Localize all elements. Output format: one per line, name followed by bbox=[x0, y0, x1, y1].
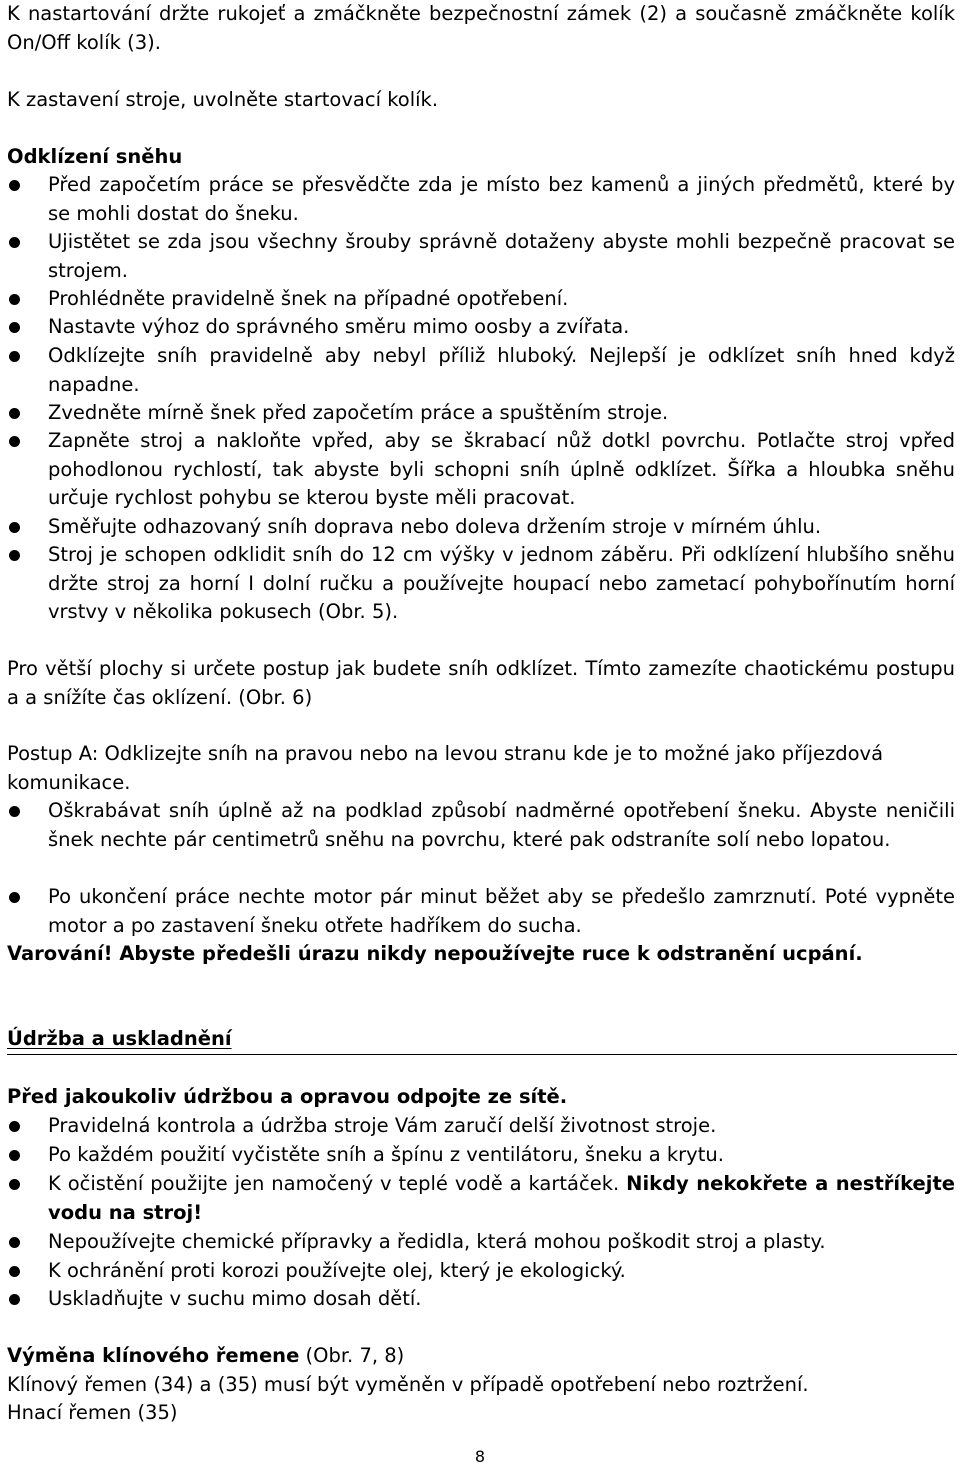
section-divider bbox=[7, 1054, 957, 1055]
bullet-icon bbox=[9, 322, 20, 333]
list-item: Po ukončení práce nechte motor pár minut běžet aby se předešlo zamrznutí. Poté vypněte motor a po zastavení šneku otřete hadříkem do sucha. bbox=[7, 883, 955, 940]
maintenance-subheading: Před jakoukoliv údržbou a opravou odpojte ze sítě. bbox=[7, 1085, 568, 1108]
list-item: Před započetím práce se přesvědčte zda je místo bez kamenů a jiných předmětů, které by se mohli dostat do šneku. bbox=[7, 171, 955, 228]
list-item: Stroj je schopen odklidit sníh do 12 cm výšky v jednom záběru. Při odklízení hlubšího sněhu držte stroj za horní I dolní ručku a používejte houpací nebo zametací pohybořínutím horní vrstvy v několika pokusech (Obr. 5). bbox=[7, 541, 955, 627]
bullet-icon bbox=[9, 294, 20, 305]
belt-line-2: Hnací řemen (35) bbox=[7, 1401, 178, 1424]
postup-a-paragraph: Postup A: Odklizejte sníh na pravou nebo na levou stranu kde je to možné jako příjezdová komunikace. bbox=[7, 742, 884, 794]
stop-paragraph: K zastavení stroje, uvolněte startovací kolík. bbox=[7, 88, 439, 111]
bullet-icon bbox=[9, 1150, 20, 1161]
larger-areas-paragraph: Pro větší plochy si určete postup jak budete sníh odklízet. Tímto zamezíte chaotickému postupu a a snížíte čas oklízení. (Obr. 6) bbox=[7, 657, 955, 709]
start-paragraph: K nastartování držte rukojeť a zmáčkněte bezpečnostní zámek (2) a současně zmáčkněte kolík On/Off kolík (3). bbox=[7, 2, 955, 54]
bullet-icon bbox=[9, 237, 20, 248]
list-item: Pravidelná kontrola a údržba stroje Vám zaručí delší životnost stroje. bbox=[7, 1112, 955, 1141]
list-item: Po každém použití vyčistěte sníh a špínu z ventilátoru, šneku a krytu. bbox=[7, 1141, 955, 1170]
warning-text: Varování! Abyste předešli úrazu nikdy nepoužívejte ruce k odstranění ucpání. bbox=[7, 942, 863, 965]
belt-heading: Výměna klínového řemene (Obr. 7, 8) bbox=[7, 1344, 405, 1367]
bullet-icon bbox=[9, 351, 20, 362]
list-item: K ochránění proti korozi používejte olej, který je ekologický. bbox=[7, 1257, 955, 1286]
list-item: Nastavte výhoz do správného směru mimo oosby a zvířata. bbox=[7, 313, 955, 342]
snow-clearing-heading: Odklízení sněhu bbox=[7, 145, 183, 168]
list-item: Nepoužívejte chemické přípravky a ředidla, která mohou poškodit stroj a plasty. bbox=[7, 1228, 955, 1257]
list-item: K očistění použijte jen namočený v teplé vodě a kartáček. Nikdy nekokřete a nestříkejte vodu na stroj! bbox=[7, 1170, 955, 1227]
bullet-icon bbox=[9, 550, 20, 561]
maintenance-heading: Údržba a uskladnění bbox=[7, 1027, 232, 1050]
list-item: Zvedněte mírně šnek před započetím práce a spuštěním stroje. bbox=[7, 399, 955, 428]
belt-line-1: Klínový řemen (34) a (35) musí být vyměněn v případě opotřebení nebo roztržení. bbox=[7, 1373, 809, 1396]
bullet-icon bbox=[9, 1266, 20, 1277]
bullet-icon bbox=[9, 892, 20, 903]
bullet-icon bbox=[9, 1179, 20, 1190]
list-item: Odklízejte sníh pravidelně aby nebyl příliž hluboký. Nejlepší je odklízet sníh hned když napadne. bbox=[7, 342, 955, 399]
list-item: Uskladňujte v suchu mimo dosah dětí. bbox=[7, 1285, 955, 1314]
list-item: Prohlédněte pravidelně šnek na případné opotřebení. bbox=[7, 285, 955, 314]
list-item: Zapněte stroj a nakloňte vpřed, aby se škrabací nůž dotkl povrchu. Potlačte stroj vpřed pohodlonou rychlostí, tak abyste byli schopni sníh úplně odklízet. Šířka a hloubka sněhu určuje rychlost pohybu se kterou byste měli pracovat. bbox=[7, 427, 955, 513]
list-item: Oškrabávat sníh úplně až na podklad způsobí nadměrné opotřebení šneku. Abyste neničili šnek nechte pár centimetrů sněhu na povrchu, které pak odstraníte solí nebo lopatou. bbox=[7, 797, 955, 854]
list-item: Ujistětet se zda jsou všechny šrouby správně dotaženy abyste mohli bezpečně pracovat se strojem. bbox=[7, 228, 955, 285]
bullet-icon bbox=[9, 1294, 20, 1305]
list-item: Směřujte odhazovaný sníh doprava nebo doleva držením stroje v mírném úhlu. bbox=[7, 513, 955, 542]
bullet-icon bbox=[9, 522, 20, 533]
page-number: 8 bbox=[474, 1447, 486, 1466]
bullet-icon bbox=[9, 806, 20, 817]
bullet-icon bbox=[9, 436, 20, 447]
bullet-icon bbox=[9, 408, 20, 419]
bullet-icon bbox=[9, 1237, 20, 1248]
bullet-icon bbox=[9, 1121, 20, 1132]
bullet-icon bbox=[9, 180, 20, 191]
